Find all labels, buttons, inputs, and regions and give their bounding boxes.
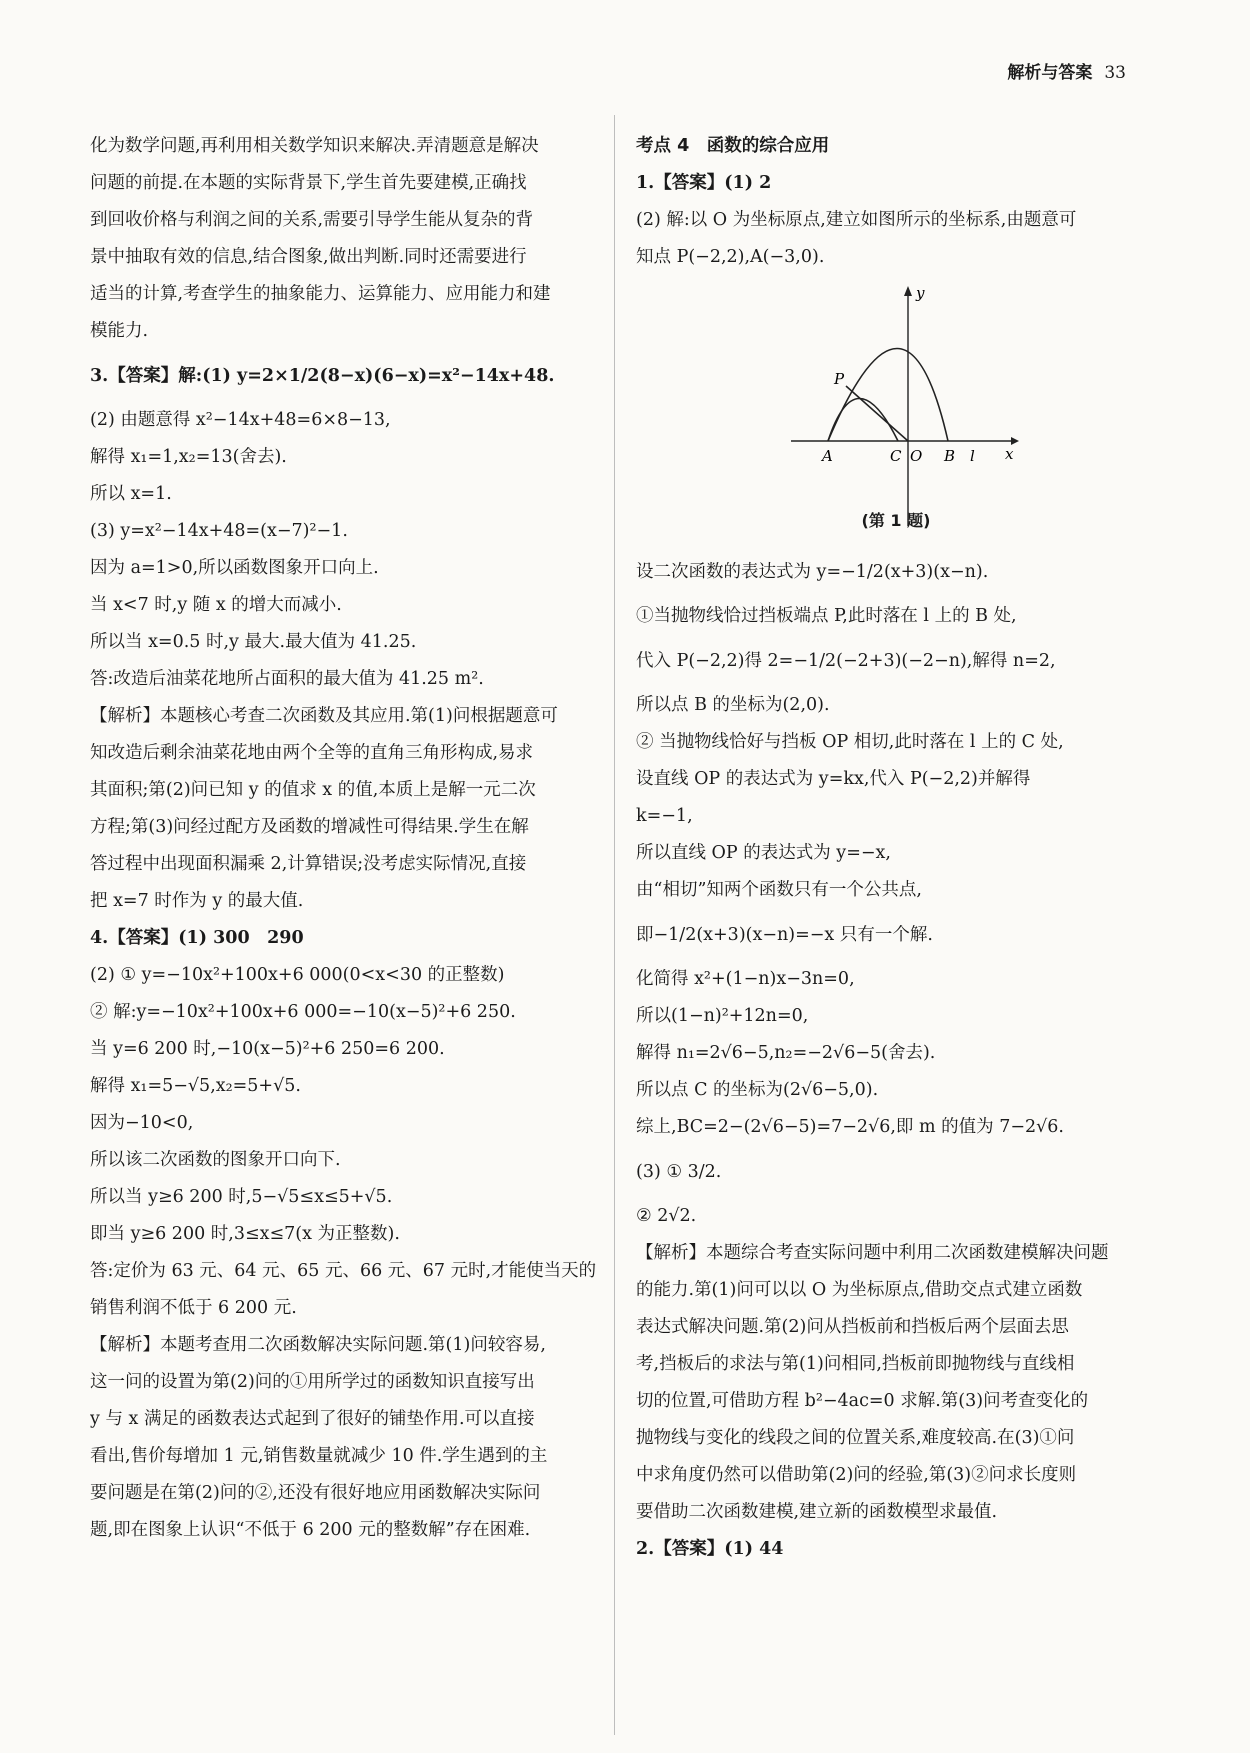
text-line: 模能力. <box>90 321 149 341</box>
label-b: B <box>944 447 956 465</box>
text-line: ② 2√2. <box>636 1206 697 1226</box>
label-y: y <box>916 284 925 302</box>
figure-caption: (第 1 题) <box>861 511 931 530</box>
label-p: P <box>834 370 845 388</box>
text-line: 要借助二次函数建模,建立新的函数模型求最值. <box>636 1502 998 1522</box>
analysis-line: 【解析】本题核心考查二次函数及其应用.第(1)问根据题意可 <box>90 706 558 726</box>
text-line: (2) 解:以 O 为坐标原点,建立如图所示的坐标系,由题意可 <box>636 210 1077 230</box>
text-line: 当 x<7 时,y 随 x 的增大而减小. <box>90 595 342 615</box>
text-line: 所以直线 OP 的表达式为 y=−x, <box>636 843 891 863</box>
text-line: ② 解:y=−10x²+100x+6 000=−10(x−5)²+6 250. <box>90 1002 516 1022</box>
text-line: 答:改造后油菜花地所占面积的最大值为 41.25 m². <box>90 669 484 689</box>
text-line: 解得 x₁=5−√5,x₂=5+√5. <box>90 1076 301 1096</box>
text-line: 答过程中出现面积漏乘 2,计算错误;没考虑实际情况,直接 <box>90 854 527 874</box>
text-line: 知改造后剩余油菜花地由两个全等的直角三角形构成,易求 <box>90 743 534 763</box>
text-line: 景中抽取有效的信息,结合图象,做出判断.同时还需要进行 <box>90 247 527 267</box>
text-line: 看出,售价每增加 1 元,销售数量就减少 10 件.学生遇到的主 <box>90 1446 548 1466</box>
text-line: 所以 x=1. <box>90 484 172 504</box>
text-line: 方程;第(3)问经过配方及函数的增减性可得结果.学生在解 <box>90 817 529 837</box>
header-title: 解析与答案 <box>1007 63 1093 83</box>
text-line: 这一问的设置为第(2)问的①用所学过的函数知识直接写出 <box>90 1372 535 1392</box>
answer-3-heading: 3.【答案】解:(1) y=2×1/2(8−x)(6−x)=x²−14x+48. <box>90 366 555 386</box>
text-line: 要问题是在第(2)问的②,还没有很好地应用函数解决实际问 <box>90 1483 541 1503</box>
text-line: 代入 P(−2,2)得 2=−1/2(−2+3)(−2−n),解得 n=2, <box>636 651 1056 671</box>
text-line: 综上,BC=2−(2√6−5)=7−2√6,即 m 的值为 7−2√6. <box>636 1117 1064 1137</box>
text-line: 表达式解决问题.第(2)问从挡板前和挡板后两个层面去思 <box>636 1317 1069 1337</box>
text-line: 设二次函数的表达式为 y=−1/2(x+3)(x−n). <box>636 562 989 582</box>
answer-2-heading: 2.【答案】(1) 44 <box>636 1539 784 1559</box>
text-line: 设直线 OP 的表达式为 y=kx,代入 P(−2,2)并解得 <box>636 769 1031 789</box>
text-line: 解得 n₁=2√6−5,n₂=−2√6−5(舍去). <box>636 1043 936 1063</box>
text-line: 题,即在图象上认识“不低于 6 200 元的整数解”存在困难. <box>90 1520 531 1540</box>
text-line: 所以点 C 的坐标为(2√6−5,0). <box>636 1080 879 1100</box>
text-line: 到回收价格与利润之间的关系,需要引导学生能从复杂的背 <box>90 210 534 230</box>
text-line: y 与 x 满足的函数表达式起到了很好的铺垫作用.可以直接 <box>90 1409 535 1429</box>
label-x: x <box>1005 445 1014 463</box>
column-divider <box>614 115 615 1735</box>
text-line: 即当 y≥6 200 时,3≤x≤7(x 为正整数). <box>90 1224 400 1244</box>
text-line: 所以(1−n)²+12n=0, <box>636 1006 809 1026</box>
text-line: 问题的前提.在本题的实际背景下,学生首先要建模,正确找 <box>90 173 527 193</box>
text-line: (2) ① y=−10x²+100x+6 000(0<x<30 的正整数) <box>90 965 505 985</box>
text-line: 因为−10<0, <box>90 1113 194 1133</box>
label-l: l <box>970 447 975 465</box>
text-line: 所以当 x=0.5 时,y 最大.最大值为 41.25. <box>90 632 417 652</box>
text-line: 所以该二次函数的图象开口向下. <box>90 1150 341 1170</box>
text-line: 因为 a=1>0,所以函数图象开口向上. <box>90 558 379 578</box>
text-line: 解得 x₁=1,x₂=13(舍去). <box>90 447 287 467</box>
text-line: 销售利润不低于 6 200 元. <box>90 1298 297 1318</box>
text-line: (2) 由题意得 x²−14x+48=6×8−13, <box>90 410 391 430</box>
text-line: 所以当 y≥6 200 时,5−√5≤x≤5+√5. <box>90 1187 393 1207</box>
text-line: 答:定价为 63 元、64 元、65 元、66 元、67 元时,才能使当天的 <box>90 1261 597 1281</box>
text-line: (3) ① 3/2. <box>636 1162 722 1182</box>
text-line: 由“相切”知两个函数只有一个公共点, <box>636 880 922 900</box>
text-line: 切的位置,可借助方程 b²−4ac=0 求解.第(3)问考查变化的 <box>636 1391 1089 1411</box>
label-c: C <box>890 447 902 465</box>
page-header <box>1007 58 1126 83</box>
text-line: 把 x=7 时作为 y 的最大值. <box>90 891 304 911</box>
text-line: 中求角度仍然可以借助第(2)问的经验,第(3)②问求长度则 <box>636 1465 1077 1485</box>
text-line: 化为数学问题,再利用相关数学知识来解决.弄清题意是解决 <box>90 136 539 156</box>
text-line: 所以点 B 的坐标为(2,0). <box>636 695 830 715</box>
text-line: ② 当抛物线恰好与挡板 OP 相切,此时落在 l 上的 C 处, <box>636 732 1064 752</box>
text-line: 抛物线与变化的线段之间的位置关系,难度较高.在(3)①问 <box>636 1428 1075 1448</box>
right-column <box>636 128 1156 1568</box>
text-line: 知点 P(−2,2),A(−3,0). <box>636 247 825 267</box>
analysis-line: 【解析】本题综合考查实际问题中利用二次函数建模解决问题 <box>636 1243 1109 1263</box>
label-o: O <box>910 447 923 465</box>
text-line: k=−1, <box>636 806 693 826</box>
answer-4-heading: 4.【答案】(1) 300 290 <box>90 928 304 948</box>
text-line: 即−1/2(x+3)(x−n)=−x 只有一个解. <box>636 925 933 945</box>
text-line: (3) y=x²−14x+48=(x−7)²−1. <box>90 521 348 541</box>
left-column <box>90 128 602 1549</box>
page-number: 33 <box>1104 63 1126 83</box>
text-line: 的能力.第(1)问可以以 O 为坐标原点,借助交点式建立函数 <box>636 1280 1083 1300</box>
text-line: 其面积;第(2)问已知 y 的值求 x 的值,本质上是解一元二次 <box>90 780 536 800</box>
analysis-line: 【解析】本题考查用二次函数解决实际问题.第(1)问较容易, <box>90 1335 546 1355</box>
text-line: 化简得 x²+(1−n)x−3n=0, <box>636 969 855 989</box>
text-line: ①当抛物线恰过挡板端点 P,此时落在 l 上的 B 处, <box>636 606 1017 626</box>
parabola-figure <box>636 276 1156 546</box>
section-heading: 考点 4 函数的综合应用 <box>636 136 830 156</box>
text-line: 考,挡板后的求法与第(1)问相同,挡板前即抛物线与直线相 <box>636 1354 1075 1374</box>
text-line: 当 y=6 200 时,−10(x−5)²+6 250=6 200. <box>90 1039 445 1059</box>
label-a: A <box>822 447 833 465</box>
answer-1-heading: 1.【答案】(1) 2 <box>636 173 772 193</box>
text-line: 适当的计算,考查学生的抽象能力、运算能力、应用能力和建 <box>90 284 551 304</box>
